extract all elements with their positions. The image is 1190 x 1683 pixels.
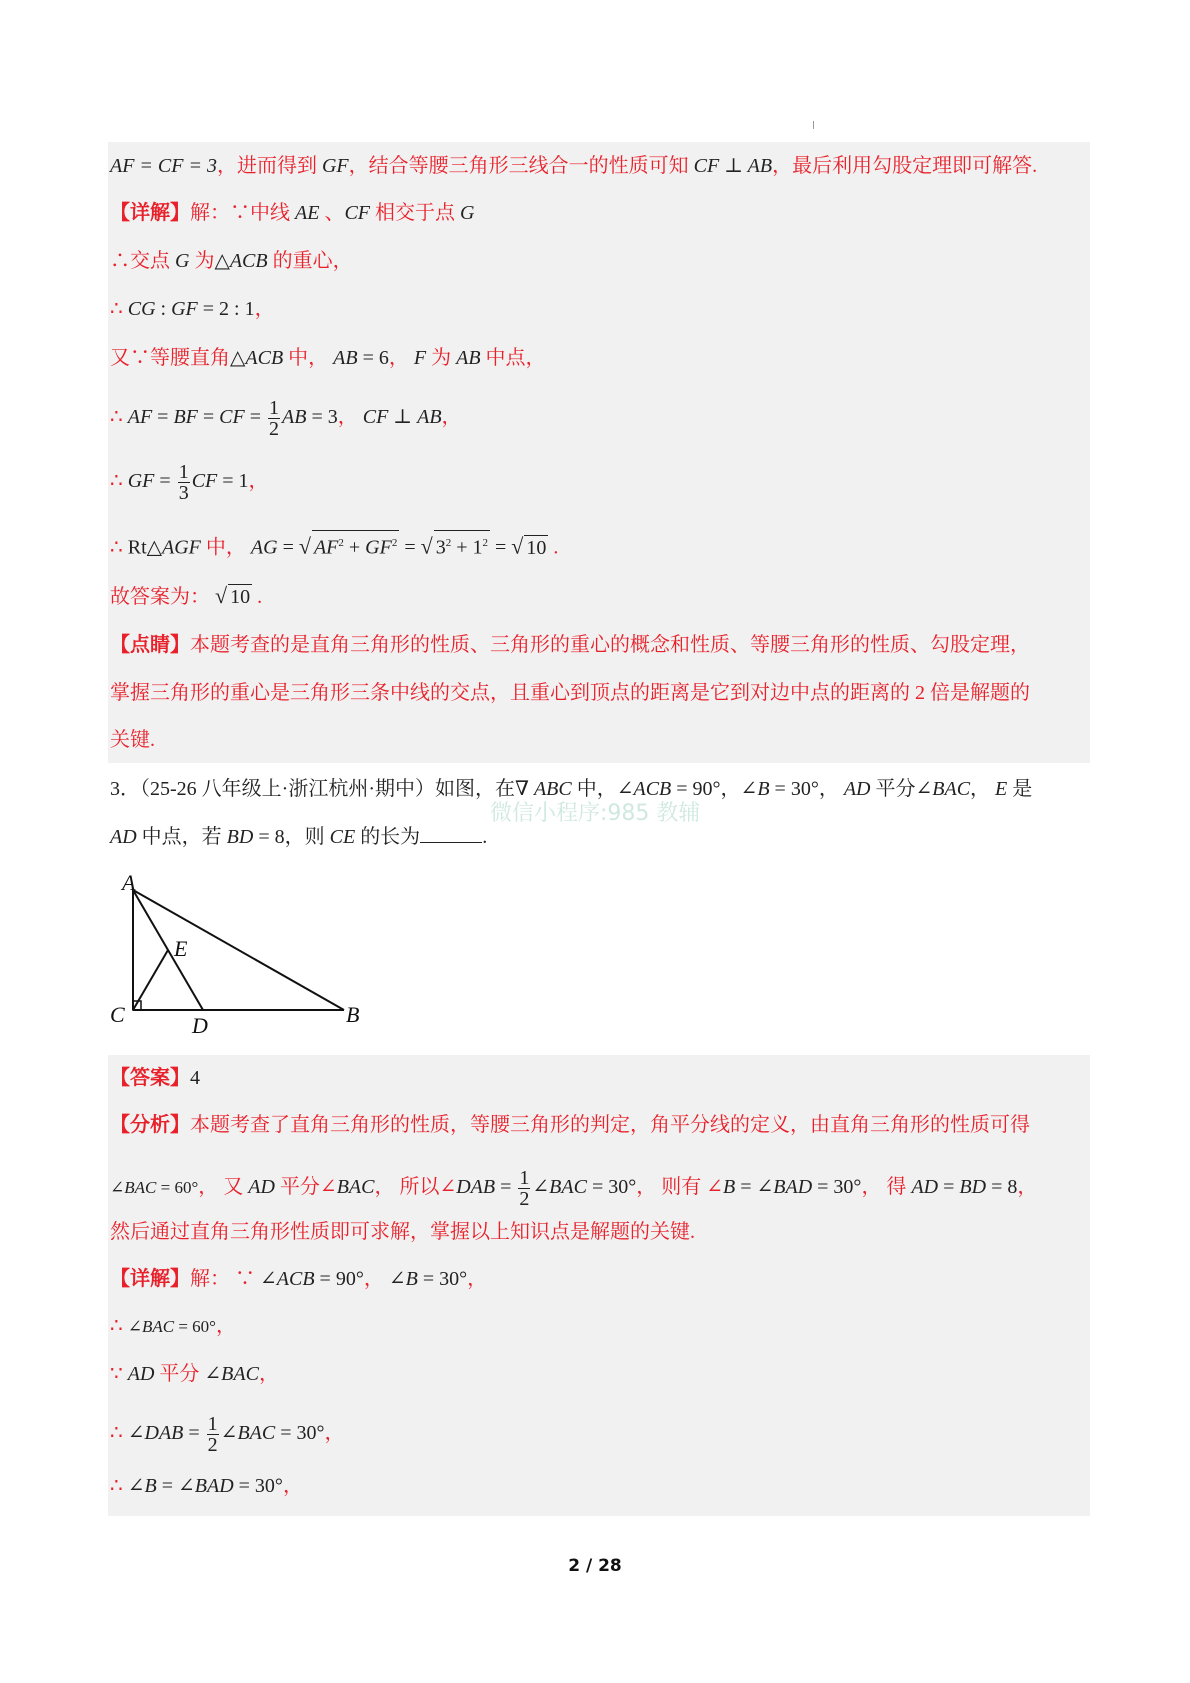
q2-detail-line-5: ∴ AF = BF = CF = $\frac{1}{2}$ AB = 3， CF ⊥ AB， [110, 397, 462, 440]
q2-detail-line-4: 又∵等腰直角△ACB 中， AB = 6， F 为 AB 中点， [110, 347, 546, 369]
q2-detail-line-1: 【详解】解：∵中线 AE 、CF 相交于点 G [110, 202, 475, 224]
q3-detail-line-2: ∴ ∠BAC = 60°， [110, 1315, 236, 1337]
svg-text:E: E [174, 936, 188, 961]
q2-detail-line-3: ∴ CG : GF = 2 : 1， [110, 298, 275, 320]
q2-analysis-tail: AF = CF = 3，进而得到 GF，结合等腰三角形三线合一的性质可知 CF ⊥ AB，最后利用勾股定理即可解答. [110, 155, 1038, 177]
q3-answer: 【答案】4 [110, 1067, 200, 1089]
q3-detail-line-4: ∴ ∠DAB = $\frac{1}{2}$ ∠BAC = 30°， [110, 1413, 345, 1456]
q2-comment-line-2: 掌握三角形的重心是三角形三条中线的交点，且重心到顶点的距离是它到对边中点的距离的 2 倍是解题的 [110, 682, 1030, 704]
svg-text:D: D [192, 1013, 208, 1038]
solution-box-q2 [108, 142, 1090, 763]
triangle-figure [108, 870, 388, 1045]
q2-detail-line-2: ∴交点 G 为△ACB 的重心， [110, 250, 353, 272]
q2-comment-line-1: 【点睛】本题考查的是直角三角形的性质、三角形的重心的概念和性质、等腰三角形的性质、勾股定理， [110, 634, 1030, 656]
q3-analysis-line-2: ∠BAC = 60°， 又 AD 平分∠BAC， 所以∠DAB = $\frac{1}{2}$ ∠BAC = 30°， 则有 ∠B = ∠BAD = 30°， 得 AD = BD = 8， [110, 1167, 1038, 1210]
page-marker [813, 121, 814, 129]
q2-detail-line-6: ∴ GF = $\frac{1}{3}$ CF = 1， [110, 461, 269, 504]
q3-stem-line-2: AD 中点，若 BD = 8，则 CE 的长为 . [110, 826, 488, 848]
q2-final-answer: 故答案为： √ 10 . [110, 583, 263, 608]
q3-stem-line-1: 3．（25-26 八年级上·浙江杭州·期中）如图，在∇ ABC 中，∠ACB = 90°，∠B = 30°， AD 平分∠BAC， E 是 [110, 778, 1033, 800]
svg-text:A: A [122, 870, 136, 895]
q2-detail-line-7: ∴ Rt△AGF 中， AG = √ $AF^2 + GF^2$ = √ $3^2 + 1^2$ = √ 10 . [110, 530, 558, 560]
answer-blank[interactable] [420, 824, 482, 843]
q3-detail-line-1: 【详解】解： ∵ ∠ACB = 90°， ∠B = 30°， [110, 1268, 488, 1290]
svg-text:C: C [110, 1002, 125, 1027]
q2-comment-line-3: 关键. [110, 729, 155, 751]
page-number: 2 / 28 [568, 1556, 622, 1576]
q3-detail-line-3: ∵ AD 平分 ∠BAC， [110, 1363, 279, 1385]
svg-text:B: B [346, 1002, 360, 1027]
q3-analysis-line-1: 【分析】本题考查了直角三角形的性质，等腰三角形的判定，角平分线的定义，由直角三角形的性质可得 [110, 1114, 1030, 1136]
watermark: 微信小程序:985 教辅 [490, 801, 701, 826]
q3-analysis-line-3: 然后通过直角三角形性质即可求解，掌握以上知识点是解题的关键. [110, 1221, 695, 1243]
q3-detail-line-5: ∴ ∠B = ∠BAD = 30°， [110, 1475, 303, 1497]
